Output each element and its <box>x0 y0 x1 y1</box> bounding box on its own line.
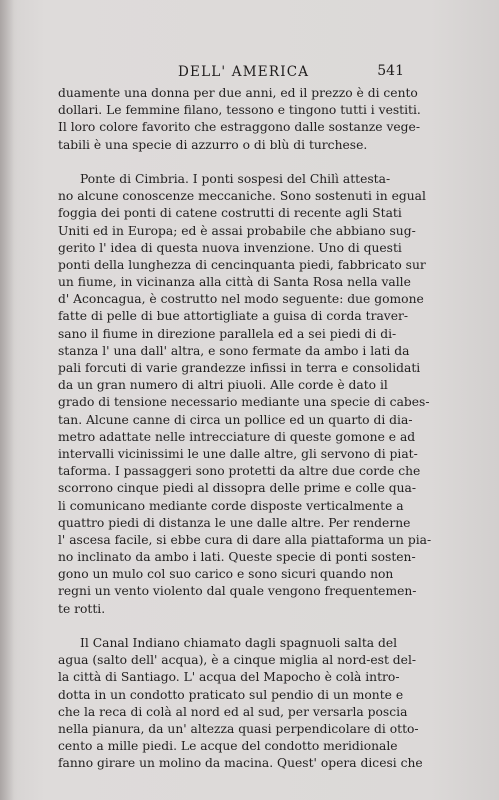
running-title: DELL' AMERICA <box>178 64 310 80</box>
text-line: sano il fiume in direzione parallela ed a sei piedi di di- <box>58 326 397 341</box>
text-line: li comunicano mediante corde disposte verticalmente a <box>58 498 404 513</box>
text-line: fanno girare un molino da macina. Quest' opera dicesi che <box>58 756 423 771</box>
text-line: tan. Alcune canne di circa un pollice ed un quarto di dia- <box>58 412 413 427</box>
section-heading-line: Ponte di Cimbria. I ponti sospesi del Chilì attesta- <box>80 171 391 186</box>
text-line: dotta in un condotto praticato sul pendio di un monte e <box>58 687 404 702</box>
paragraph-gap <box>58 154 400 171</box>
text-line: metro adattate nelle intrecciature di queste gomone e ad <box>58 429 416 444</box>
text-line: la città di Santiago. L' acqua del Mapocho è colà intro- <box>58 670 400 685</box>
text-line: l' ascesa facile, si ebbe cura di dare alla piattaforma un pia- <box>58 532 432 547</box>
text-line: fatte di pelle di bue attortigliate a guisa di corda traver- <box>58 309 409 324</box>
text-line: agua (salto dell' acqua), è a cinque miglia al nord-est del- <box>58 653 417 668</box>
text-line: no alcune conoscenze meccaniche. Sono sostenuti in egual <box>58 189 426 204</box>
page-number: 541 <box>377 63 404 79</box>
text-line: grado di tensione necessario mediante una specie di cabes- <box>58 395 430 410</box>
text-line: un fiume, in vicinanza alla città di Santa Rosa nella valle <box>58 275 411 290</box>
text-line: Uniti ed in Europa; ed è assai probabile che abbiano sug- <box>58 223 416 238</box>
paragraph-gap <box>58 618 400 635</box>
text-line: intervalli vicinissimi le une dalle altre, gli servono di piat- <box>58 446 418 461</box>
text-line: cento a mille piedi. Le acque del condotto meridionale <box>58 739 398 754</box>
text-line: ponti della lunghezza di cencinquanta piedi, fabbricato sur <box>58 257 426 272</box>
text-line: tabili è una specie di azzurro o di blù di turchese. <box>58 137 368 152</box>
text-line: foggia dei ponti di catene costrutti di recente agli Stati <box>58 206 402 221</box>
text-line: dollari. Le femmine filano, tessono e tingono tutti i vestiti. <box>58 103 421 118</box>
text-line: no inclinato da ambo i lati. Queste specie di ponti sosten- <box>58 550 416 565</box>
text-line: scorrono cinque piedi al dissopra delle prime e colle qua- <box>58 481 417 496</box>
text-line: regni un vento violento dal quale vengono frequentemen- <box>58 584 417 599</box>
body-text <box>58 85 432 773</box>
section-heading-line: Il Canal Indiano chiamato dagli spagnuoli salta del <box>80 636 398 650</box>
text-line: quattro piedi di distanza le une dalle altre. Per renderne <box>58 515 411 530</box>
text-line: gono un mulo col suo carico e sono sicuri quando non <box>58 567 394 582</box>
text-line: nella pianura, da un' altezza quasi perpendicolare di otto- <box>58 721 419 736</box>
running-header <box>58 63 404 84</box>
text-line: duamente una donna per due anni, ed il prezzo è di cento <box>58 86 418 100</box>
text-line: da un gran numero di altri piuoli. Alle corde è dato il <box>58 378 388 393</box>
binding-shadow <box>0 0 14 800</box>
text-line: d' Aconcagua, è costrutto nel modo seguente: due gomone <box>58 292 424 307</box>
text-line: pali forcuti di varie grandezze infissi in terra e consolidati <box>58 361 421 375</box>
text-line: Il loro colore favorito che estraggono dalle sostanze vege- <box>58 120 420 135</box>
text-line: taforma. I passaggeri sono protetti da altre due corde che <box>58 464 421 479</box>
text-line: te rotti. <box>58 601 106 616</box>
text-line: che la reca di colà al nord ed al sud, per versarla poscia <box>58 704 408 719</box>
text-line: stanza l' una dall' altra, e sono fermate da ambo i lati da <box>58 343 410 358</box>
text-line: gerito l' idea di questa nuova invenzione. Uno di questi <box>58 240 402 255</box>
